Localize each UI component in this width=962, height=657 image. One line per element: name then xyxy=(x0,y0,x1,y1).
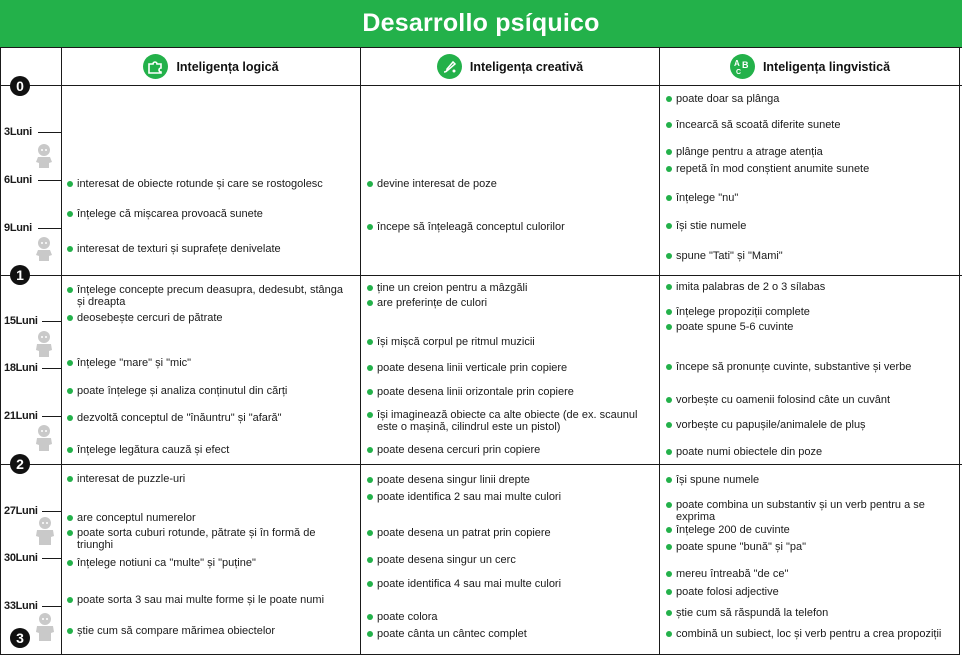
list-item: încearcă să scoată diferite sunete xyxy=(666,119,962,131)
list-item: înțelege 200 de cuvinte xyxy=(666,524,962,536)
list-item: interesat de obiecte rotunde și care se rostogolesc xyxy=(67,178,362,190)
column-header-label: Inteligența lingvistică xyxy=(762,59,891,74)
list-item: poate desena singur linii drepte xyxy=(367,474,662,486)
age-label: 9Luni xyxy=(4,222,32,234)
age-label: 33Luni xyxy=(4,600,38,612)
list-item: poate desena un patrat prin copiere xyxy=(367,527,662,539)
year-badge: 0 xyxy=(10,76,30,96)
list-item: știe cum să compare mărimea obiectelor xyxy=(67,625,362,637)
list-item: înțelege "mare" și "mic" xyxy=(67,357,362,369)
list-item: poate colora xyxy=(367,611,662,623)
divider xyxy=(0,85,962,86)
age-tick xyxy=(38,180,62,181)
list-item: plânge pentru a atrage atenția xyxy=(666,146,962,158)
baby-icon xyxy=(34,612,56,647)
list-item: ține un creion pentru a mâzgăli xyxy=(367,282,662,294)
baby-icon xyxy=(34,236,54,267)
list-item: poate desena singur un cerc xyxy=(367,554,662,566)
age-tick xyxy=(42,558,62,559)
svg-text:A: A xyxy=(733,59,740,68)
age-label: 30Luni xyxy=(4,552,38,564)
list-item: poate desena linii orizontale prin copiere xyxy=(367,386,662,398)
list-item: combină un subiect, loc și verb pentru a crea propoziții xyxy=(666,628,962,640)
list-item: poate desena cercuri prin copiere xyxy=(367,444,662,456)
list-item: poate identifica 2 sau mai multe culori xyxy=(367,491,662,503)
list-item: are preferințe de culori xyxy=(367,297,662,309)
puzzle-icon xyxy=(143,54,168,79)
baby-icon xyxy=(34,330,54,363)
list-item: poate numi obiectele din poze xyxy=(666,446,962,458)
list-item: știe cum să răspundă la telefon xyxy=(666,607,962,619)
list-item: poate folosi adjective xyxy=(666,586,962,598)
list-item: interesat de texturi și suprafețe denivelate xyxy=(67,243,362,255)
list-item: înțelege propoziții complete xyxy=(666,306,962,318)
age-label: 15Luni xyxy=(4,315,38,327)
age-label: 27Luni xyxy=(4,505,38,517)
age-label: 6Luni xyxy=(4,174,32,186)
list-item: interesat de puzzle-uri xyxy=(67,473,362,485)
svg-text:B: B xyxy=(741,60,749,70)
list-item: poate sorta cuburi rotunde, pătrate și în formă de triunghi xyxy=(67,527,347,551)
baby-icon xyxy=(34,516,56,551)
list-item: începe să pronunțe cuvinte, substantive și verbe xyxy=(666,361,962,373)
age-tick xyxy=(38,228,62,229)
divider xyxy=(0,464,962,465)
list-item: își imaginează obiecte ca alte obiecte (de ex. scaunul este o mașină, cilindrul este un pistol) xyxy=(367,409,657,433)
age-tick xyxy=(38,132,62,133)
paint-icon xyxy=(437,54,462,79)
list-item: poate combina un substantiv și un verb pentru a se exprima xyxy=(666,499,960,523)
list-item: mereu întreabă "de ce" xyxy=(666,568,962,580)
column-header-lingv xyxy=(660,48,960,85)
list-item: spune "Tati" și "Mami" xyxy=(666,250,962,262)
age-tick xyxy=(42,416,62,417)
list-item: își spune numele xyxy=(666,474,962,486)
list-item: poate spune "bună" și "pa" xyxy=(666,541,962,553)
list-item: poate identifica 4 sau mai multe culori xyxy=(367,578,662,590)
column-header-creative xyxy=(361,48,659,85)
list-item: are conceptul numerelor xyxy=(67,512,362,524)
list-item: își mișcă corpul pe ritmul muzicii xyxy=(367,336,662,348)
year-badge: 2 xyxy=(10,454,30,474)
abc-icon xyxy=(730,54,755,79)
list-item: își stie numele xyxy=(666,220,962,232)
list-item: devine interesat de poze xyxy=(367,178,662,190)
list-item: poate doar sa plânga xyxy=(666,93,962,105)
age-tick xyxy=(42,321,62,322)
year-badge: 1 xyxy=(10,265,30,285)
divider xyxy=(61,47,62,655)
list-item: poate desena linii verticale prin copiere xyxy=(367,362,662,374)
list-item: vorbește cu oamenii folosind câte un cuvânt xyxy=(666,394,962,406)
list-item: începe să înțeleagă conceptul culorilor xyxy=(367,221,662,233)
list-item: imita palabras de 2 o 3 sílabas xyxy=(666,281,962,293)
page-title: Desarrollo psíquico xyxy=(0,0,962,47)
list-item: înțelege concepte precum deasupra, dedesubt, stânga și dreapta xyxy=(67,284,347,308)
age-label: 21Luni xyxy=(4,410,38,422)
age-label: 18Luni xyxy=(4,362,38,374)
divider xyxy=(0,275,962,276)
svg-text:C: C xyxy=(735,69,741,76)
age-tick xyxy=(42,511,62,512)
list-item: înțelege că mișcarea provoacă sunete xyxy=(67,208,362,220)
list-item: poate cânta un cântec complet xyxy=(367,628,662,640)
column-header-logic xyxy=(62,48,360,85)
age-tick xyxy=(42,368,62,369)
list-item: poate sorta 3 sau mai multe forme și le poate numi xyxy=(67,594,362,606)
age-tick xyxy=(42,606,62,607)
list-item: poate spune 5-6 cuvinte xyxy=(666,321,962,333)
list-item: înțelege "nu" xyxy=(666,192,962,204)
list-item: repetă în mod conștient anumite sunete xyxy=(666,163,962,175)
column-header-label: Inteligența logică xyxy=(176,59,279,74)
baby-icon xyxy=(34,143,54,174)
list-item: înțelege notiuni ca "multe" și "puține" xyxy=(67,557,362,569)
baby-icon xyxy=(34,424,54,457)
list-item: poate înțelege și analiza conținutul din cărți xyxy=(67,385,362,397)
list-item: deosebește cercuri de pătrate xyxy=(67,312,362,324)
list-item: dezvoltă conceptul de "înăuntru" și "afară" xyxy=(67,412,362,424)
list-item: vorbește cu papușile/animalele de pluș xyxy=(666,419,962,431)
column-header-label: Inteligența creativă xyxy=(469,59,584,74)
list-item: înțelege legătura cauză și efect xyxy=(67,444,362,456)
year-badge: 3 xyxy=(10,628,30,648)
age-label: 3Luni xyxy=(4,126,32,138)
